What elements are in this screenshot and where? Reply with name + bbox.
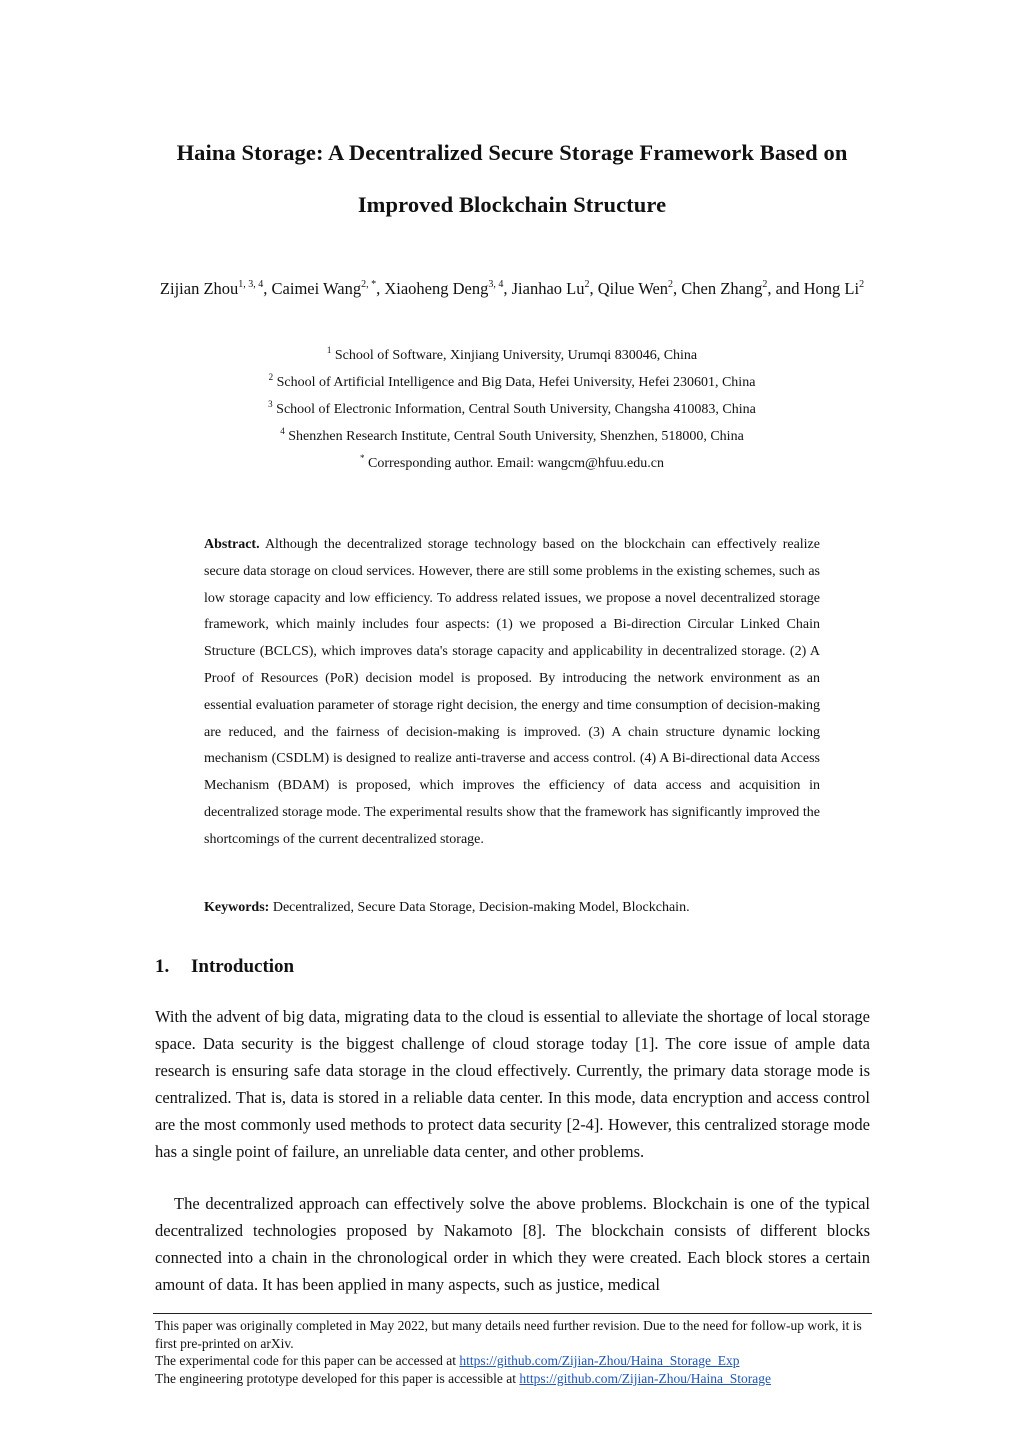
- affiliation-text: School of Electronic Information, Central South University, Changsha 410083, China: [276, 402, 756, 417]
- paper-title-line-1: Haina Storage: A Decentralized Secure Storage Framework Based on: [176, 140, 848, 165]
- affiliation-mark: *: [360, 453, 365, 463]
- paper-title-line-2: Improved Blockchain Structure: [357, 192, 667, 217]
- author-list: [130, 275, 894, 302]
- author-name: Jianhao Lu: [511, 279, 585, 298]
- section-title: Introduction: [191, 956, 295, 977]
- experiment-code-link[interactable]: https://github.com/Zijian-Zhou/Haina_Storage_Exp: [459, 1353, 740, 1368]
- corresponding-author: [130, 453, 894, 472]
- author-name: Zijian Zhou: [159, 279, 239, 298]
- footnote-2: [155, 1352, 870, 1370]
- author-name: Hong Li: [803, 279, 860, 298]
- section-number: 1.: [155, 956, 170, 977]
- affiliation-text: Corresponding author. Email: wangcm@hfuu.edu.cn: [368, 456, 664, 471]
- footnote-divider: [153, 1313, 872, 1314]
- author-separator: ,: [263, 279, 272, 298]
- author-name: Caimei Wang: [271, 279, 362, 298]
- author-affiliation-mark: 2: [762, 279, 768, 290]
- affiliation-text: School of Software, Xinjiang University, Urumqi 830046, China: [334, 348, 698, 363]
- keywords-text: Decentralized, Secure Data Storage, Decision-making Model, Blockchain.: [272, 900, 690, 915]
- author-affiliation-mark: 2: [584, 279, 590, 290]
- author-affiliation-mark: 1, 3, 4: [238, 279, 264, 290]
- body-paragraph-1: With the advent of big data, migrating data to the cloud is essential to alleviate the shortage of local storage space. Data security is the biggest challenge of cloud storage today [1]. The core issue of ample data research is ensuring safe data storage in the cloud effectively. Currently, the primary data storage mode is centralized. That is, data is stored in a reliable data center. In this mode, data encryption and access control are the most commonly used methods to protect data security [2-4]. However, this centralized storage mode has a single point of failure, an unreliable data center, and other problems.: [155, 1007, 870, 1161]
- affiliation-text: School of Artificial Intelligence and Big Data, Hefei University, Hefei 230601, China: [276, 375, 756, 390]
- affiliation-3: [130, 399, 894, 418]
- author-separator: ,: [503, 279, 512, 298]
- footnote-3: [155, 1370, 870, 1388]
- affiliation-mark: 1: [326, 345, 332, 355]
- author-name: Chen Zhang: [681, 279, 763, 298]
- affiliation-mark: 4: [280, 426, 285, 436]
- keywords: [204, 900, 820, 916]
- footnote-1: This paper was originally completed in May 2022, but many details need further revision. Due to the need for follow-up work, it is first pre-printed on arXiv.: [155, 1318, 862, 1351]
- author-separator: ,: [376, 279, 385, 298]
- prototype-link[interactable]: https://github.com/Zijian-Zhou/Haina_Storage: [519, 1371, 771, 1386]
- author-separator: ,: [589, 279, 598, 298]
- author-name: Xiaoheng Deng: [384, 279, 489, 298]
- author-affiliation-mark: 2: [668, 279, 674, 290]
- affiliation-1: [130, 345, 894, 364]
- author-name: Qilue Wen: [597, 279, 669, 298]
- author-separator: , and: [767, 279, 804, 298]
- keywords-label: Keywords:: [204, 900, 270, 915]
- section-heading: [155, 956, 294, 978]
- body-paragraph-2: The decentralized approach can effectively solve the above problems. Blockchain is one of the typical decentralized technologies proposed by Nakamoto [8]. The blockchain consists of different blocks connected into a chain in the chronological order in which they were created. Each block stores a certain amount of data. It has been applied in many aspects, such as justice, medical: [155, 1194, 870, 1294]
- author-affiliation-mark: 2: [859, 279, 865, 290]
- affiliation-2: [130, 372, 894, 391]
- author-separator: ,: [673, 279, 682, 298]
- abstract-label: Abstract.: [204, 537, 260, 552]
- footnote-3-text: The engineering prototype developed for this paper is accessible at: [155, 1371, 520, 1386]
- affiliation-4: [130, 426, 894, 445]
- abstract-text: Although the decentralized storage technology based on the blockchain can effectively realize secure data storage on cloud services. However, there are still some problems in the existing schemes, such as low storage capacity and low efficiency. To address related issues, we propose a novel decentralized storage framework, which mainly includes four aspects: (1) we proposed a Bi-direction Circular Linked Chain Structure (BCLCS), which improves data's storage capacity and applicability in decentralized storage. (2) A Proof of Resources (PoR) decision model is proposed. By introducing the network environment as an essential evaluation parameter of storage right decision, the energy and time consumption of decision-making are reduced, and the fairness of decision-making is improved. (3) A chain structure dynamic locking mechanism (CSDLM) is designed to realize anti-traverse and access control. (4) A Bi-directional data Access Mechanism (BDAM) is proposed, which improves the efficiency of data access and acquisition in decentralized storage mode. The experimental results show that the framework has significantly improved the shortcomings of the current decentralized storage.: [204, 537, 820, 847]
- affiliation-mark: 2: [268, 372, 274, 382]
- author-affiliation-mark: 3, 4: [488, 279, 504, 290]
- affiliation-mark: 3: [268, 399, 273, 409]
- affiliation-text: Shenzhen Research Institute, Central South University, Shenzhen, 518000, China: [288, 429, 744, 444]
- author-affiliation-mark: 2, *: [361, 279, 377, 290]
- abstract: [204, 532, 820, 854]
- footnote-2-text: The experimental code for this paper can be accessed at: [155, 1353, 460, 1368]
